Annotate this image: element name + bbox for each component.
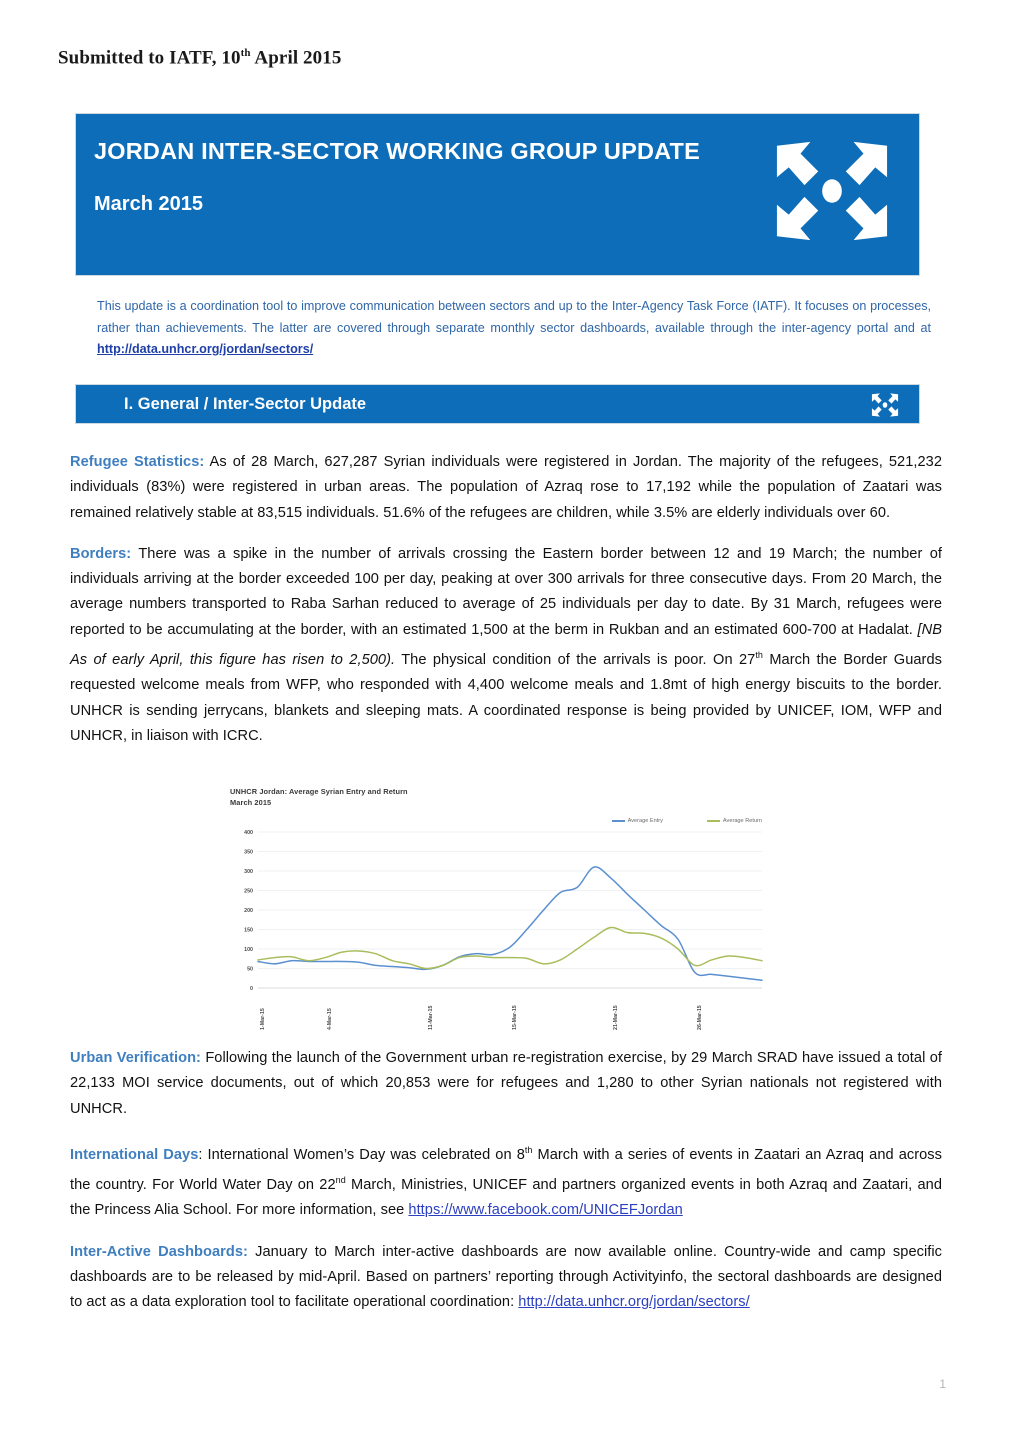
chart-gridlines (258, 832, 762, 988)
x-tick-label: 21-Mar-15 (612, 1005, 619, 1030)
paragraph-lead-refugee-statistics: Refugee Statistics: (70, 454, 205, 470)
paragraph-lead-international-days: International Days (70, 1146, 199, 1163)
y-tick-label: 350 (244, 849, 253, 856)
body-upper (70, 450, 942, 765)
chart-title-block (230, 786, 408, 808)
paragraph-body-refugee-statistics: As of 28 March, 627,287 Syrian individuals were registered in Jordan. The majority of the refugees, 521,232 individuals (83%) were registered in urban areas. The population of Azraq rose to 17,192 while the population of Zaatari was remained relatively stable at 83,515 individuals. 51.6% of the refugees are children, while 3.5% are elderly individuals over 60. (70, 454, 942, 521)
paragraph-intl-ordinal-1: th (524, 1144, 533, 1155)
paragraph-intl-part2: March with a series of events in Zaatari an Azraq and across the country. For World Water Day on 22 (70, 1146, 942, 1193)
paragraph-lead-borders: Borders: (70, 545, 132, 562)
x-tick-label: 15-Mar-15 (512, 1005, 518, 1030)
submitted-ordinal-suffix: th (240, 47, 251, 59)
legend-label-average-return: Average Return (722, 818, 762, 824)
section-header-label: I. General / Inter-Sector Update (124, 395, 367, 413)
y-tick-label: 200 (244, 908, 253, 914)
four-arrows-inward-icon (773, 132, 891, 250)
chart-legend (612, 818, 762, 824)
intro-portal-link[interactable]: http://data.unhcr.org/jordan/sectors/ (97, 342, 314, 356)
chart-subtitle: March 2015 (230, 798, 272, 807)
paragraph-borders-italic-note: [NB As of early April, this figure has risen to 2,500). (70, 621, 942, 668)
y-tick-label: 50 (247, 966, 253, 973)
legend-item-average-return (707, 818, 762, 824)
chart-x-tick-labels (228, 994, 768, 1036)
paragraph-borders-part2: The physical condition of the arrivals is poor. On 27 (395, 651, 756, 668)
banner-subtitle: March 2015 (94, 193, 203, 215)
paragraph-borders-ordinal: th (755, 650, 763, 661)
paragraph-borders-part1: There was a spike in the number of arrivals crossing the Eastern border between 12 and 19 March; the number of individuals arriving at the border exceeded 100 per day, peaking at over 300 arrivals for three consecutive days. From 20 March, the average numbers transported to Raba Sarhan reduced to average of 25 individuals per day to date. By 31 March, refugees were reported to be accumulating at the border, with an estimated 1,500 at the berm in Rukban and an estimated 600-700 at Hadalat. (70, 545, 942, 638)
paragraph-lead-inter-active-dashboards: Inter-Active Dashboards: (70, 1243, 248, 1260)
body-lower (70, 1046, 942, 1331)
legend-item-average-entry (612, 818, 663, 824)
dashboards-portal-link[interactable]: http://data.unhcr.org/jordan/sectors/ (518, 1294, 750, 1311)
paragraph-borders-part3: March the Border Guards requested welcome meals from WFP, who responded with 4,400 welcome meals and 1.8mt of high energy biscuits to the border. UNHCR is sending jerrycans, blankets and sleeping mats. A coordinated response is being provided by UNICEF, IOM, WFP and UNHCR, in liaison with ICRC. (70, 651, 942, 744)
y-tick-label: 300 (244, 869, 253, 875)
y-tick-label: 100 (244, 947, 253, 953)
paragraph-refugee-statistics (70, 450, 942, 526)
intro-text: This update is a coordination tool to improve communication between sectors and up to the Inter-Agency Task Force (IATF). It focuses on processes, rather than achievements. The latter are covered through separate monthly sector dashboards, available through the inter-agency portal and at (97, 299, 931, 335)
chart-average-syrian-entry-and-return (228, 786, 768, 1036)
chart-series-lines (258, 867, 762, 980)
paragraph-inter-active-dashboards (70, 1240, 942, 1316)
header-banner (75, 113, 920, 276)
y-tick-label: 400 (244, 830, 253, 836)
series-line (258, 927, 762, 968)
chart-plot-area (228, 828, 768, 998)
submitted-text-post: April 2015 (250, 47, 342, 69)
legend-swatch-average-entry (612, 820, 625, 822)
page-number: 1 (939, 1377, 946, 1391)
paragraph-international-days (70, 1138, 942, 1224)
intro-paragraph (97, 296, 931, 361)
x-tick-label: 11-Mar-15 (428, 1005, 434, 1030)
y-tick-label: 150 (244, 927, 253, 934)
banner-title: JORDAN INTER-SECTOR WORKING GROUP UPDATE (94, 138, 700, 164)
paragraph-borders (70, 542, 942, 749)
chart-y-tick-labels (244, 830, 253, 992)
paragraph-intl-ordinal-2: nd (335, 1175, 346, 1186)
y-tick-label: 0 (250, 986, 253, 992)
submitted-text-pre: Submitted to IATF, 10 (58, 47, 241, 69)
submitted-line (58, 47, 341, 69)
paragraph-urban-verification (70, 1046, 942, 1122)
four-arrows-inward-icon (871, 391, 899, 419)
series-line (258, 867, 762, 980)
paragraph-body-inter-active-dashboards: January to March inter-active dashboards are now available online. Country-wide and camp specific dashboards are to be released by mid-April. Based on partners’ reporting through Activityinfo, the sectoral dashboards are designed to act as a data exploration tool to facilitate operational coordination: (70, 1243, 942, 1311)
x-tick-label: 1-Mar-15 (260, 1008, 266, 1030)
paragraph-lead-urban-verification: Urban Verification: (70, 1050, 201, 1066)
section-header-bar (75, 384, 920, 424)
paragraph-body-urban-verification: Following the launch of the Government urban re-registration exercise, by 29 March SRAD have issued a total of 22,133 MOI service documents, out of which 20,853 were for refugees and 1,280 to other Syrian nationals not registered with UNHCR. (70, 1050, 943, 1117)
paragraph-intl-part3: March, Ministries, UNICEF and partners organized events in both Azraq and Zaatari, and the Princess Alia School. For more information, see (70, 1176, 942, 1219)
legend-label-average-entry: Average Entry (627, 818, 663, 824)
y-tick-label: 250 (244, 888, 253, 895)
paragraph-intl-part1: : International Women’s Day was celebrated on 8 (198, 1146, 525, 1163)
facebook-unicef-jordan-link[interactable]: https://www.facebook.com/UNICEFJordan (408, 1202, 683, 1219)
chart-title: UNHCR Jordan: Average Syrian Entry and Return (230, 787, 408, 796)
legend-swatch-average-return (707, 820, 720, 822)
x-tick-label: 4-Mar-15 (327, 1008, 334, 1030)
x-tick-label: 26-Mar-15 (696, 1005, 703, 1030)
